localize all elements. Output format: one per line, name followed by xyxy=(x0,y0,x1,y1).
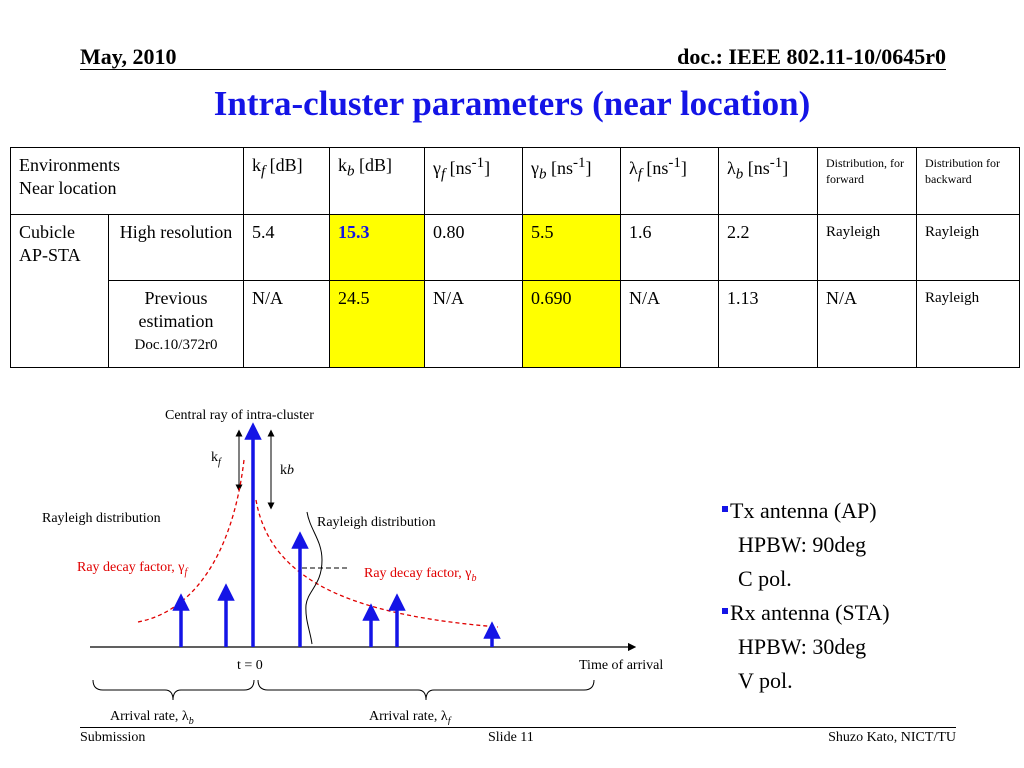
scenario-cell: Cubicle AP-STA xyxy=(11,215,109,368)
brace-forward xyxy=(258,680,594,700)
rayleigh-pdf-curve xyxy=(306,512,322,644)
row-label: Previous estimation Doc.10/372r0 xyxy=(109,281,244,368)
list-item: Tx antenna (AP) xyxy=(722,494,890,528)
row-note: Doc.10/372r0 xyxy=(134,337,218,353)
antenna-list xyxy=(722,494,890,698)
decay-curve-forward xyxy=(138,460,244,622)
env-location: Near location xyxy=(19,177,117,198)
header-environments xyxy=(11,148,244,215)
rayleigh-label-left: Rayleigh distribution xyxy=(42,511,161,526)
decay-label-forward: Ray decay factor, $\gamma_f$ xyxy=(77,560,188,578)
list-item: HPBW: 90deg xyxy=(738,532,867,557)
footer-author: Shuzo Kato, NICT/TU xyxy=(828,730,956,745)
bullet-icon xyxy=(722,506,728,512)
cell-gamma-b: 0.690 xyxy=(523,281,621,368)
list-item: C pol. xyxy=(738,566,792,591)
slide-title: Intra-cluster parameters (near location) xyxy=(213,84,811,123)
row-label: High resolution xyxy=(109,215,244,281)
header-dist-backward: Distribution for backward xyxy=(917,148,1020,215)
t0-label: t = 0 xyxy=(237,658,263,673)
cell-gamma-f: 0.80 xyxy=(425,215,523,281)
header-kf: $k_f$ [dB] xyxy=(244,148,330,215)
cell-kf: N/A xyxy=(244,281,330,368)
brace-backward xyxy=(93,680,254,700)
header-gamma-f: $\gamma_f$ $[ns^{-1}]$ xyxy=(425,148,523,215)
arrival-rate-forward: Arrival rate, $\lambda_f$ xyxy=(369,709,451,725)
decay-label-backward: Ray decay factor, $\gamma_b$ xyxy=(364,566,477,584)
list-item: HPBW: 30deg xyxy=(738,634,867,659)
footer-divider xyxy=(80,727,956,728)
ray-arrows xyxy=(181,431,492,647)
cell-lambda-f: 1.6 xyxy=(621,215,719,281)
header-divider xyxy=(80,69,946,70)
footer-slide-number: Slide 11 xyxy=(488,730,534,745)
parameter-table xyxy=(10,147,1020,368)
header-lambda-f: $\lambda_f$ $[ns^{-1}]$ xyxy=(621,148,719,215)
cluster-diagram xyxy=(0,395,700,725)
kf-label: $k_f$ xyxy=(211,450,221,468)
cell-gamma-f: N/A xyxy=(425,281,523,368)
cell-kf: 5.4 xyxy=(244,215,330,281)
rayleigh-label-right: Rayleigh distribution xyxy=(317,515,436,530)
cell-dist-backward: Rayleigh xyxy=(917,281,1020,368)
cell-dist-forward: Rayleigh xyxy=(818,215,917,281)
header-dist-forward: Distribution, for forward xyxy=(818,148,917,215)
cell-lambda-b: 2.2 xyxy=(719,215,818,281)
footer-submission: Submission xyxy=(80,730,146,745)
cell-lambda-b: 1.13 xyxy=(719,281,818,368)
header-date: May, 2010 xyxy=(80,44,177,69)
bullet-icon xyxy=(722,608,728,614)
header-gamma-b: $\gamma_b$ $[ns^{-1}]$ xyxy=(523,148,621,215)
cell-gamma-b: 5.5 xyxy=(523,215,621,281)
table-row xyxy=(11,281,1020,368)
table-header-row xyxy=(11,148,1020,215)
table-row xyxy=(11,215,1020,281)
time-axis-label: Time of arrival xyxy=(579,658,664,673)
cell-lambda-f: N/A xyxy=(621,281,719,368)
cell-dist-forward: N/A xyxy=(818,281,917,368)
arrival-rate-backward: Arrival rate, $\lambda_b$ xyxy=(110,709,194,725)
list-item: Rx antenna (STA) xyxy=(722,596,890,630)
header-lambda-b: $\lambda_b$ $[ns^{-1}]$ xyxy=(719,148,818,215)
header-kb: $k_b$ [dB] xyxy=(330,148,425,215)
env-label: Environments xyxy=(19,155,120,175)
central-ray-label: Central ray of intra-cluster xyxy=(165,408,314,423)
header-doc-id: doc.: IEEE 802.11-10/0645r0 xyxy=(677,44,946,69)
cell-dist-backward: Rayleigh xyxy=(917,215,1020,281)
list-item: V pol. xyxy=(738,668,793,693)
cell-kb: 15.3 xyxy=(330,215,425,281)
cell-kb: 24.5 xyxy=(330,281,425,368)
kb-label: kb xyxy=(280,463,294,478)
